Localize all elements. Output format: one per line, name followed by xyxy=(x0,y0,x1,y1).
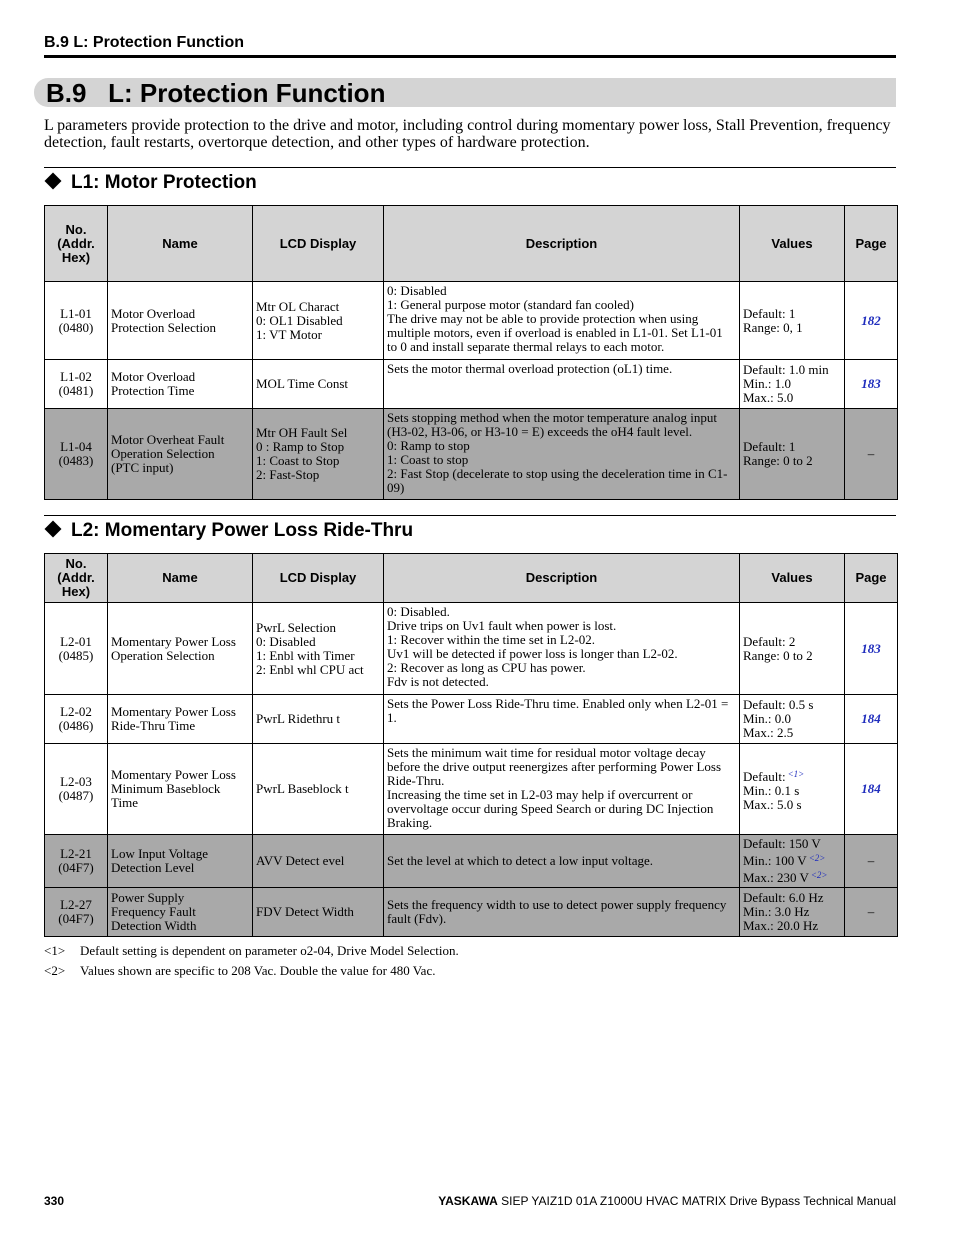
param-name: Motor Overheat Fault Operation Selection (PTC input) xyxy=(108,409,253,500)
param-description: Sets the minimum wait time for residual motor voltage decay before the drive output reenergizes after performing Power Loss Ride-Thru. Increasing the time set in L2-03 may help if overcurrent or overvoltage occur during Speed Search or during DC Injection Braking. xyxy=(384,744,740,835)
param-number: L1-01 (0480) xyxy=(45,282,108,360)
param-values: Default: 150 V Min.: 100 V $^{<2>}$ Max.: 230 V $^{<2>}$ xyxy=(740,835,845,888)
footnote xyxy=(44,961,896,981)
param-lcd-display: Mtr OH Fault Sel 0 : Ramp to Stop 1: Coast to Stop 2: Fast-Stop xyxy=(253,409,384,500)
l2-heading-text: L2: Momentary Power Loss Ride-Thru xyxy=(71,520,414,541)
table-row xyxy=(45,409,898,500)
param-lcd-display: AVV Detect evel xyxy=(253,835,384,888)
col-header-description: Description xyxy=(384,206,740,282)
col-header-values: Values xyxy=(740,554,845,603)
col-header-page: Page xyxy=(845,554,898,603)
param-values: Default: 1 Range: 0, 1 xyxy=(740,282,845,360)
footer-brand: YASKAWA xyxy=(438,1194,498,1208)
param-page-link[interactable]: 184 xyxy=(845,744,898,835)
param-name: Momentary Power Loss Ride-Thru Time xyxy=(108,695,253,744)
footnote xyxy=(44,941,896,961)
param-name: Power Supply Frequency Fault Detection Width xyxy=(108,888,253,937)
param-description: Sets the frequency width to use to detect power supply frequency fault (Fdv). xyxy=(384,888,740,937)
footnote-text: Values shown are specific to 208 Vac. Double the value for 480 Vac. xyxy=(80,963,436,978)
param-number: L2-03 (0487) xyxy=(45,744,108,835)
param-description: Set the level at which to detect a low input voltage. xyxy=(384,835,740,888)
footer-manual-title xyxy=(438,1194,896,1208)
param-description: Sets stopping method when the motor temperature analog input (H3-02, H3-06, or H3-10 = E) exceeds the oH4 fault level. 0: Ramp to stop 1: Coast to stop 2: Fast Stop (decelerate to stop using the deceleration time in C1-09) xyxy=(384,409,740,500)
col-header-name: Name xyxy=(108,206,253,282)
param-page: – xyxy=(845,835,898,888)
param-description: Sets the Power Loss Ride-Thru time. Enabled only when L2-01 = 1. xyxy=(384,695,740,744)
param-values: Default: 1 Range: 0 to 2 xyxy=(740,409,845,500)
param-lcd-display: PwrL Baseblock t xyxy=(253,744,384,835)
footnote-text: Default setting is dependent on parameter o2-04, Drive Model Selection. xyxy=(80,943,459,958)
param-values: Default: 6.0 Hz Min.: 3.0 Hz Max.: 20.0 Hz xyxy=(740,888,845,937)
param-description: 0: Disabled 1: General purpose motor (standard fan cooled) The drive may not be able to provide protection when using multiple motors, even if overload is enabled in L1-01. Set L1-01 to 0 and install separate thermal relays to each motor. xyxy=(384,282,740,360)
param-page-link[interactable]: 183 xyxy=(845,360,898,409)
col-header-lcd: LCD Display xyxy=(253,554,384,603)
footnote-mark: <2> xyxy=(44,963,66,978)
param-name: Motor Overload Protection Time xyxy=(108,360,253,409)
table-row xyxy=(45,603,898,695)
running-header: B.9 L: Protection Function xyxy=(44,34,244,51)
l1-parameter-table xyxy=(44,205,898,500)
footnotes xyxy=(44,941,896,981)
param-values: Default: $^{<1>}$ Min.: 0.1 s Max.: 5.0 s xyxy=(740,744,845,835)
section-number: B.9 xyxy=(46,78,87,108)
footer-manual-name: SIEP YAIZ1D 01A Z1000U HVAC MATRIX Drive Bypass Technical Manual xyxy=(501,1194,896,1208)
diamond-bullet-icon xyxy=(45,521,62,538)
param-page-link[interactable]: 184 xyxy=(845,695,898,744)
table-row xyxy=(45,360,898,409)
page-number: 330 xyxy=(44,1194,65,1208)
param-name: Momentary Power Loss Minimum Baseblock Time xyxy=(108,744,253,835)
l2-parameter-table xyxy=(44,553,898,937)
col-header-lcd: LCD Display xyxy=(253,206,384,282)
param-lcd-display: PwrL Ridethru t xyxy=(253,695,384,744)
param-lcd-display: PwrL Selection 0: Disabled 1: Enbl with Timer 2: Enbl whl CPU act xyxy=(253,603,384,695)
param-description: 0: Disabled. Drive trips on Uv1 fault when power is lost. 1: Recover within the time set in L2-02. Uv1 will be detected if power loss is longer than L2-02. 2: Recover as long as CPU has power. Fdv is not detected. xyxy=(384,603,740,695)
table-header-row xyxy=(45,554,898,603)
param-lcd-display: FDV Detect Width xyxy=(253,888,384,937)
l2-heading xyxy=(44,519,413,543)
param-number: L2-27 (04F7) xyxy=(45,888,108,937)
param-values: Default: 0.5 s Min.: 0.0 Max.: 2.5 xyxy=(740,695,845,744)
section-name: L: Protection Function xyxy=(108,78,386,108)
param-name: Motor Overload Protection Selection xyxy=(108,282,253,360)
param-page-link[interactable]: 183 xyxy=(845,603,898,695)
footnote-ref-2[interactable]: <2> xyxy=(810,870,828,880)
param-page: – xyxy=(845,409,898,500)
col-header-description: Description xyxy=(384,554,740,603)
param-page-link[interactable]: 182 xyxy=(845,282,898,360)
col-header-page: Page xyxy=(845,206,898,282)
intro-paragraph: L parameters provide protection to the drive and motor, including control during momentary power loss, Stall Prevention, frequency detection, fault restarts, overtorque detection, and other types of hardware protection. xyxy=(44,117,891,151)
section-title xyxy=(46,78,385,107)
param-description: Sets the motor thermal overload protection (oL1) time. xyxy=(384,360,740,409)
l1-rule xyxy=(44,167,896,168)
l1-heading xyxy=(44,171,257,195)
param-lcd-display: Mtr OL Charact 0: OL1 Disabled 1: VT Motor xyxy=(253,282,384,360)
footnote-ref-2[interactable]: <2> xyxy=(808,853,826,863)
param-name: Momentary Power Loss Operation Selection xyxy=(108,603,253,695)
table-row xyxy=(45,695,898,744)
table-header-row xyxy=(45,206,898,282)
param-values: Default: 2 Range: 0 to 2 xyxy=(740,603,845,695)
header-rule xyxy=(44,55,896,58)
l2-rule xyxy=(44,515,896,516)
col-header-no: No. (Addr. Hex) xyxy=(45,206,108,282)
param-number: L2-21 (04F7) xyxy=(45,835,108,888)
table-row xyxy=(45,888,898,937)
footnote-mark: <1> xyxy=(44,943,66,958)
param-number: L2-02 (0486) xyxy=(45,695,108,744)
footnote-ref-1[interactable]: <1> xyxy=(787,768,805,779)
table-row xyxy=(45,835,898,888)
param-lcd-display: MOL Time Const xyxy=(253,360,384,409)
l1-heading-text: L1: Motor Protection xyxy=(71,172,257,193)
param-number: L2-01 (0485) xyxy=(45,603,108,695)
param-page: – xyxy=(845,888,898,937)
param-values: Default: 1.0 min Min.: 1.0 Max.: 5.0 xyxy=(740,360,845,409)
table-row xyxy=(45,744,898,835)
col-header-no: No. (Addr. Hex) xyxy=(45,554,108,603)
param-number: L1-02 (0481) xyxy=(45,360,108,409)
param-number: L1-04 (0483) xyxy=(45,409,108,500)
param-name: Low Input Voltage Detection Level xyxy=(108,835,253,888)
diamond-bullet-icon xyxy=(45,173,62,190)
table-row xyxy=(45,282,898,360)
col-header-name: Name xyxy=(108,554,253,603)
col-header-values: Values xyxy=(740,206,845,282)
